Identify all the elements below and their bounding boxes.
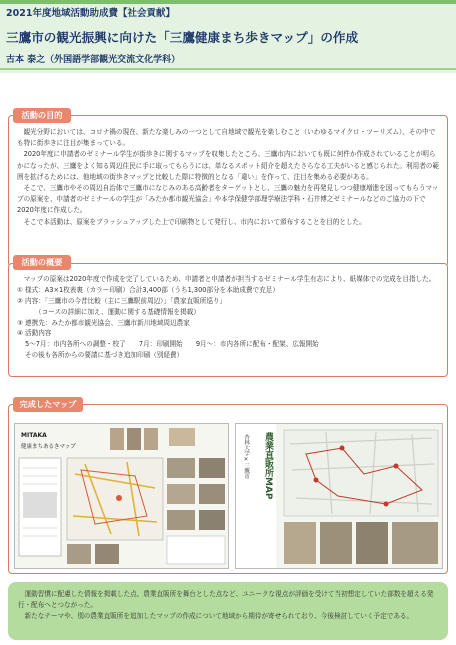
overview-item: その後も各所からの要請に基づき追加印刷（別経費） <box>25 350 184 359</box>
map-right-subtitle: 杏林大学×三鷹市 <box>243 434 249 480</box>
map-left-title: MITAKA <box>21 432 47 439</box>
overview-item: 5～7月：市内各所への調整・校了 7月：印刷開始 9月～：市内各所に配布・配架、広報開始 <box>25 340 319 349</box>
purpose-paragraph: 観光分野においては、コロナ禍の現在、新たな楽しみの一つとして自地域で観光を楽しむこと（いわゆるマイクロ・ツーリズム）、その中でも特に街歩きに注目が集まっている。 <box>17 128 436 148</box>
year-label: 2021年度地域活動助成費【社会貢献】 <box>6 8 175 19</box>
map-image-right <box>235 423 443 569</box>
overview-item: （コースの詳細に加え、運動に関する基礎情報を掲載） <box>35 307 200 316</box>
summary-paragraph: 新たなテーマや、別の農業直販所を追加したマップの作成について地域から期待が寄せられており、今後検討していく予定である。 <box>24 612 414 621</box>
purpose-paragraph: 2020年度に申請者のゼミナール学生が街歩きに関するマップを収集したところ、三鷹市内においても既に何件か作成されていることが明らかになったが、三鷹をよく知る周辺住民に手に取ってもらうには、単なるスポット紹介を超えたさらなる工夫がいると感じられた。利用者の範囲を拡げるためには、他地域の街歩きマップと比較した際に特徴的となる「違い」を作って、注目を集める必要がある。 <box>17 150 439 181</box>
purpose-heading: 活動の目的 <box>13 108 71 123</box>
purpose-section <box>8 110 448 267</box>
page-title: 三鷹市の観光振興に向けた「三鷹健康まち歩きマップ」の作成 <box>6 30 359 45</box>
header-rule <box>0 68 456 70</box>
map-right-title: 農業直販所MAP <box>263 432 273 500</box>
overview-intro: マップの原案は2020年度で作成を完了しているため、申請者と申請者が担当するゼミナール学生有志により、紙媒体での完成を目指した。 <box>23 275 436 283</box>
overview-section <box>8 257 448 377</box>
overview-heading: 活動の概要 <box>13 255 71 270</box>
overview-item: ① 様式：A3×1枚表裏（カラー印刷）合計3,400部（うち1,300部分を本助成費で充足） <box>17 286 279 295</box>
overview-item: ② 内容：「三鷹市の今昔比較（主に三鷹駅前周辺）」「農家直販所巡り」 <box>17 297 227 305</box>
overview-item: ④ 活動内容 <box>17 329 52 338</box>
map-left-illustration <box>15 424 229 569</box>
summary-panel <box>8 582 448 640</box>
summary-paragraph: 運動習慣に配慮した情報を掲載した点、農業直販所を舞台とした点など、ユニークな視点が評価を受けて当初想定していた部数を超える発行・配布へとつながった。 <box>18 590 434 610</box>
maps-section <box>8 399 448 574</box>
header-top-line <box>0 0 456 4</box>
purpose-paragraph: そこで、三鷹市やその周辺自治体で三鷹市になじみのある高齢者をターゲットとし、三鷹の魅力を再発見しつつ健康増進を図ってもらうマップの原案を、申請者のゼミナールの学生が「みたか都市観光協会」や本学保健学部理学療法学科・石井博之ゼミナールなどのご協力の下で2020年度に作成した。 <box>17 184 439 215</box>
author: 古本 泰之（外国語学部観光交流文化学科） <box>6 55 181 65</box>
map-left-subtitle: 健康まちあるきマップ <box>21 444 76 450</box>
map-image-left <box>14 423 229 569</box>
purpose-paragraph: そこで本活動は、原案をブラッシュアップした上で印刷物として発行し、市内において頒布することを目的とした。 <box>23 217 366 226</box>
header <box>0 0 456 73</box>
maps-heading: 完成したマップ <box>13 397 83 412</box>
overview-item: ③ 連携先：みたか都市観光協会、三鷹市新川地域周辺農家 <box>17 318 190 327</box>
